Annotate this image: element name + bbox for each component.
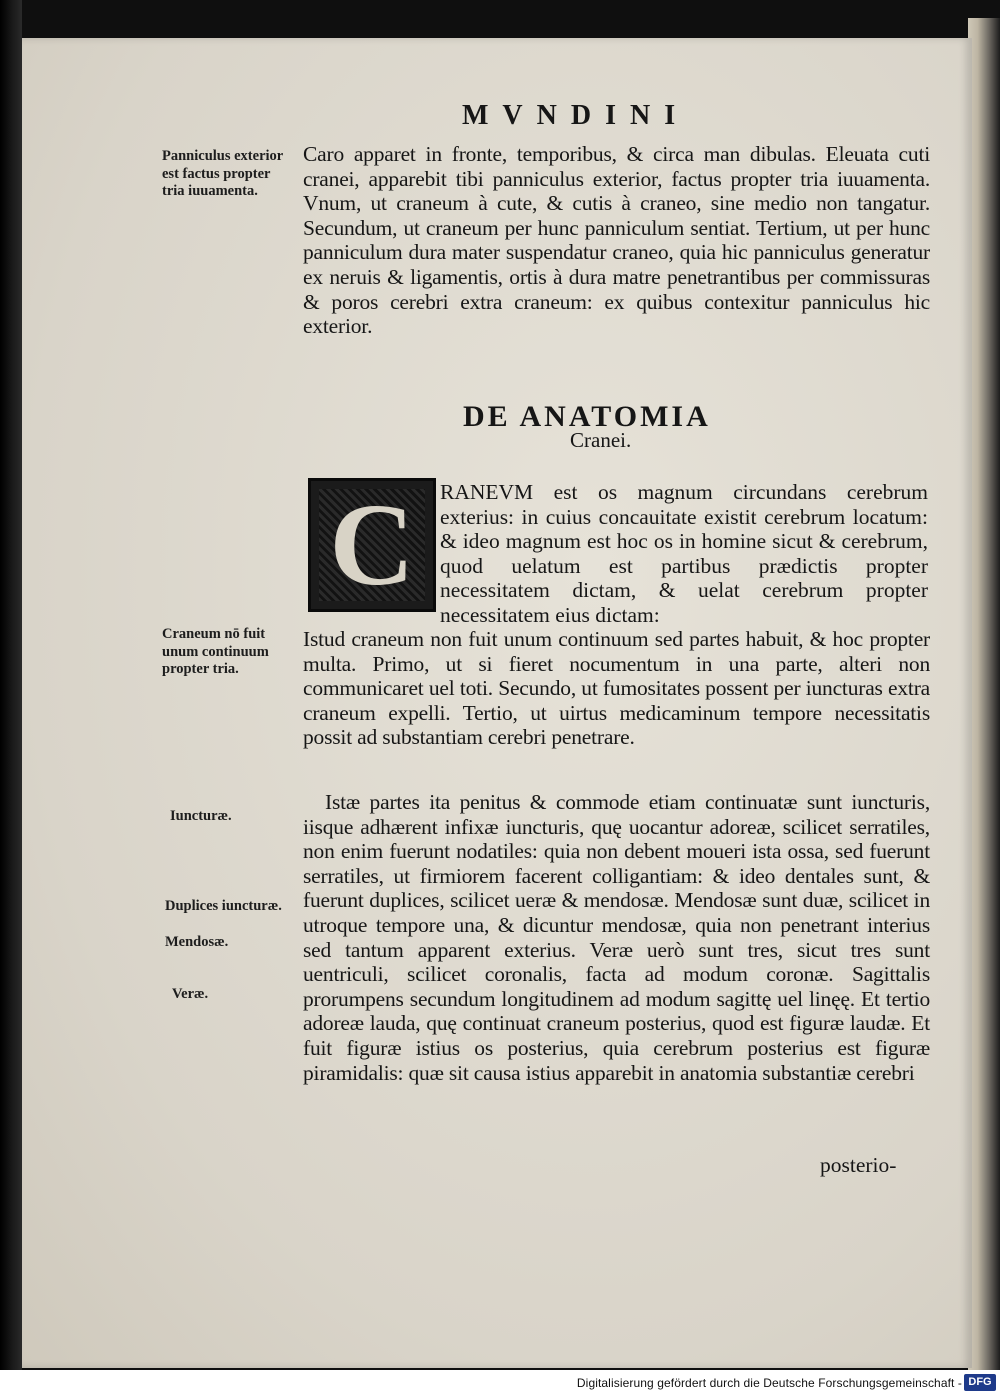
paragraph-1 (303, 142, 930, 339)
book-edge-left (0, 0, 22, 1370)
paragraph-3 (303, 790, 930, 1085)
margin-note-craneum: Craneum nō fuit unum continuum propter tria. (162, 626, 269, 677)
margin-note-mendosae: Mendosæ. (165, 934, 229, 950)
paragraph-3-text: Istæ partes ita penitus & commode etiam continuatæ sunt iuncturis, iisque adhærent infixæ iuncturis, quę uocantur adoreæ, scilicet serratiles, non enim fuerunt nodatiles: quia non debent moueri ista ossa, sed fuerunt serratiles, ut firmiorem facerent colligantiam: & ideo dentales sunt, & fuerunt duplices, scilicet ueræ & mendosæ. Mendosæ sunt duæ, scilicet in utroque tempore una, & dicuntur mendosæ, quia non penetrant interius sed tantum apparent exterius. Veræ uerò sunt tres, sicut tres sunt uentriculi, scilicet coronalis, facta ad modum coronæ. Sagittalis prorumpens secundum longitudinem ad modum sagittę uel linęę. Et tertio adoreæ lauda, quę continuat craneum posterius, quod est figuræ laudæ. Et fuit figuræ istius os posterius, quia cerebrum posterius est figuræ piramidalis: quæ sit causa istius apparebit in anatomia substantiæ cerebri (303, 790, 930, 1085)
initial-letter: C (319, 489, 425, 601)
paragraph-1-text: Caro apparet in fronte, temporibus, & circa man dibulas. Eleuata cuti cranei, apparebit tibi panniculus exterior, factus propter tria iuuamenta. Vnum, ut craneum à cute, & cutis à craneo, sine medio non tangatur. Secundum, ut craneum per hunc panniculum sentiat. Tertium, ut per hunc panniculum dura mater suspendatur craneo, quia hic panniculus generatur ex neruis & ligamentis, ortis à dura matre penetrantibus per commissuras & poros cerebri extra craneum: ex quibus contexitur panniculus hic exterior. (303, 142, 930, 339)
paragraph-2-text: Istud craneum non fuit unum continuum sed partes habuit, & hoc propter multa. Primo, ut si fieret nocumentum in una parte, alteri non communicaret uel toti. Secundo, ut fumositates possent per iuncturas extra craneum expelli. Tertio, ut uirtus medicaminum tempore necessitatis possit ad substantiam cerebri penetrare. (303, 627, 930, 750)
catchword: posterio- (820, 1153, 897, 1177)
dfg-logo-icon: DFG (964, 1374, 996, 1391)
section-heading: DE ANATOMIA (463, 400, 711, 433)
paragraph-2-opening: RANEVM est os magnum circundans cerebrum exterius: in cuius concauitate existit cerebrum locatum: & ideo magnum est hoc os in homine sicut & cerebrum, quod uelatum est partibus prædictis propter necessitatem dictam, & uelat cerebrum propter necessitatem eius dictam: (440, 480, 928, 627)
running-header: MVNDINI (462, 100, 690, 131)
margin-note-iuncturae: Iuncturæ. (170, 808, 232, 824)
book-edge-right (968, 18, 1000, 1370)
section-subheading: Cranei. (570, 428, 632, 452)
margin-note-duplices: Duplices iuncturæ. (165, 898, 282, 914)
paragraph-2 (303, 627, 930, 750)
margin-note-verae: Veræ. (172, 986, 209, 1002)
decorated-initial (308, 478, 436, 612)
margin-note-panniculus: Panniculus exterior est factus propter tria iuuamenta. (162, 148, 283, 199)
footer-credit: Digitalisierung gefördert durch die Deutsche Forschungsgemeinschaft - (576, 1376, 962, 1390)
